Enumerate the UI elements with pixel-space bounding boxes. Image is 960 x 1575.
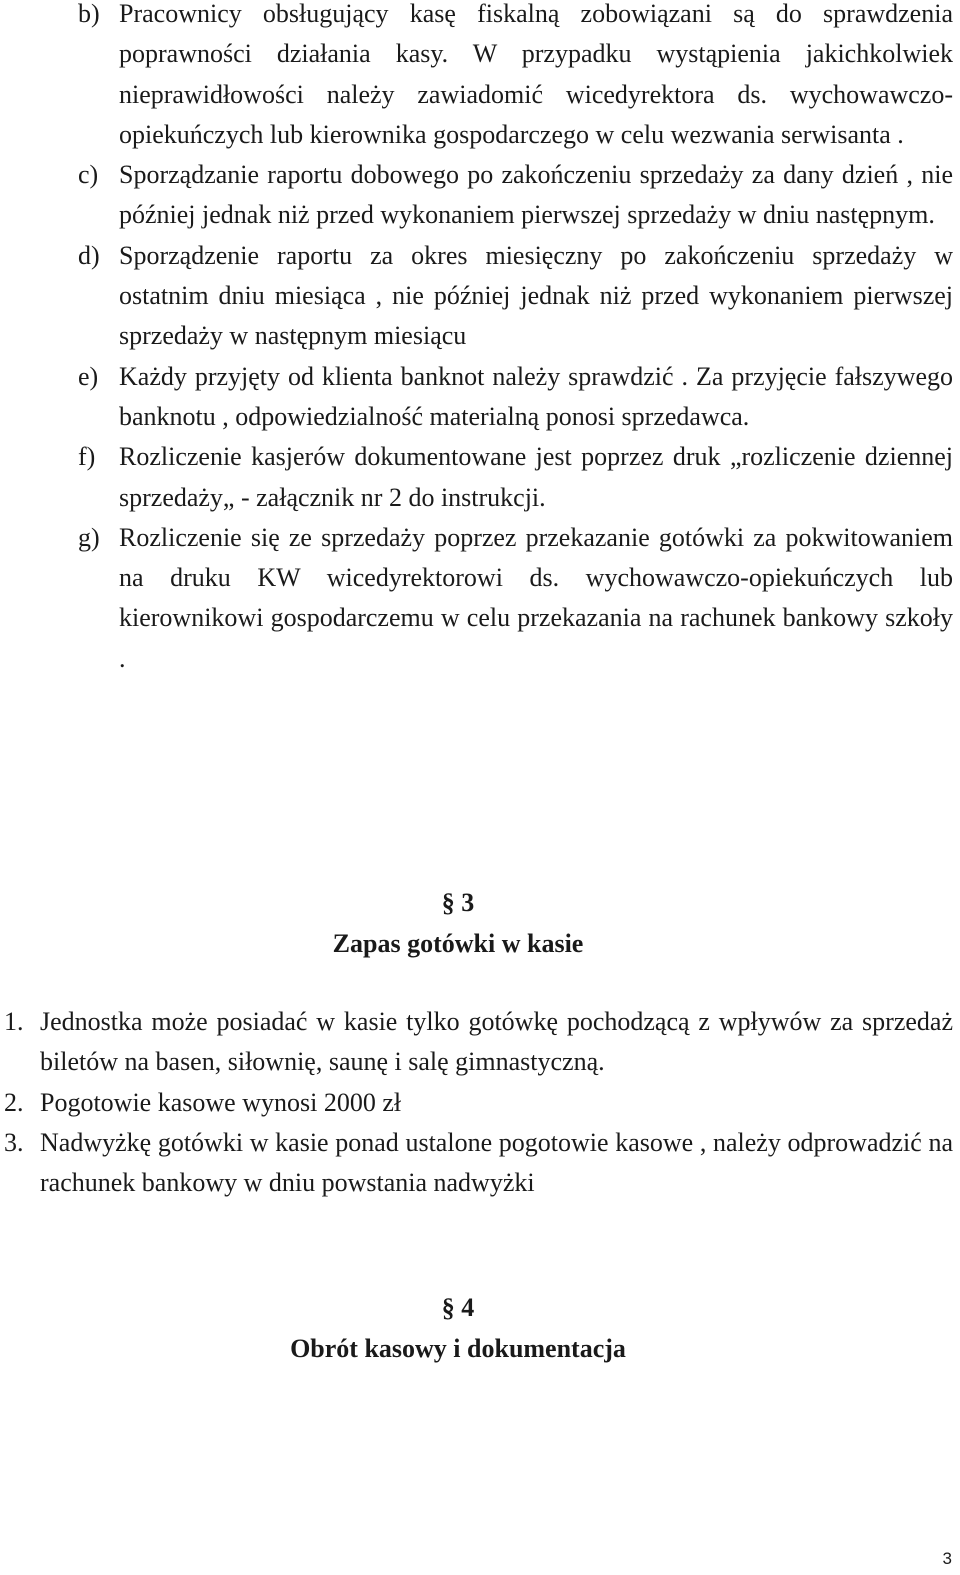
list-item-b [78, 0, 953, 155]
list-marker: b) [78, 0, 100, 28]
lettered-list [78, 0, 953, 679]
page-number: 3 [942, 1549, 952, 1568]
list-item-text: Rozliczenie kasjerów dokumentowane jest poprzez druk „rozliczenie dziennej sprzedaży„ - załącznik nr 2 do instrukcji. [119, 442, 953, 512]
list-marker: 1. [4, 1007, 24, 1036]
section-number: § 3 [441, 888, 475, 917]
list-item-text: Rozliczenie się ze sprzedaży poprzez przekazanie gotówki za pokwitowaniem na druku KW wicedyrektorowi ds. wychowawczo-opiekuńczych lub kierownikowi gospodarczemu w celu przekazania na rachunek bankowy szkoły . [119, 522, 953, 673]
list-item-text: Pogotowie kasowe wynosi 2000 zł [40, 1087, 402, 1117]
list-item-e [78, 357, 953, 438]
list-item-text: Jednostka może posiadać w kasie tylko gotówkę pochodzącą z wpływów za sprzedaż biletów na basen, siłownię, saunę i salę gimnastyczną. [40, 1007, 953, 1077]
list-item-f [78, 437, 953, 518]
list-marker: e) [78, 361, 99, 391]
list-item-text: Pracownicy obsługujący kasę fiskalną zobowiązani są do sprawdzenia poprawności działania kasy. W przypadku wystąpienia jakichkolwiek nieprawidłowości należy zawiadomić wicedyrektora ds. wychowawczo-opiekuńczych lub kierownika gospodarczego w celu wezwania serwisanta . [119, 0, 953, 149]
list-item-1 [4, 1002, 953, 1083]
list-item-text: Sporządzanie raportu dobowego po zakończeniu sprzedaży za dany dzień , nie później jednak niż przed wykonaniem pierwszej sprzedaży w dniu następnym. [119, 160, 953, 230]
section-4-heading [0, 1287, 916, 1369]
list-marker: d) [78, 240, 100, 270]
section-3-heading [0, 882, 916, 964]
list-marker: c) [78, 160, 99, 190]
list-item-2 [4, 1083, 953, 1123]
list-item-d [78, 236, 953, 357]
list-item-text: Nadwyżkę gotówki w kasie ponad ustalone pogotowie kasowe , należy odprowadzić na rachunek bankowy w dniu powstania nadwyżki [40, 1127, 953, 1198]
section-number: § 4 [441, 1293, 475, 1322]
list-item-text: Każdy przyjęty od klienta banknot należy sprawdzić . Za przyjęcie fałszywego banknotu , odpowiedzialność materialną ponosi sprzedawca. [119, 361, 953, 431]
list-marker: g) [78, 522, 100, 552]
list-item-3 [4, 1123, 953, 1204]
list-item-g [78, 518, 953, 679]
list-item-text: Sporządzenie raportu za okres miesięczny po zakończeniu sprzedaży w ostatnim dniu miesiąca , nie później jednak niż przed wykonaniem pierwszej sprzedaży w następnym miesiącu [119, 240, 953, 351]
list-marker: f) [78, 442, 96, 472]
list-marker: 2. [4, 1087, 24, 1117]
section-title: Zapas gotówki w kasie [332, 929, 584, 958]
list-marker: 3. [4, 1127, 24, 1157]
section-title: Obrót kasowy i dokumentacja [290, 1334, 626, 1363]
list-item-c [78, 155, 953, 236]
numbered-list [4, 1002, 953, 1203]
